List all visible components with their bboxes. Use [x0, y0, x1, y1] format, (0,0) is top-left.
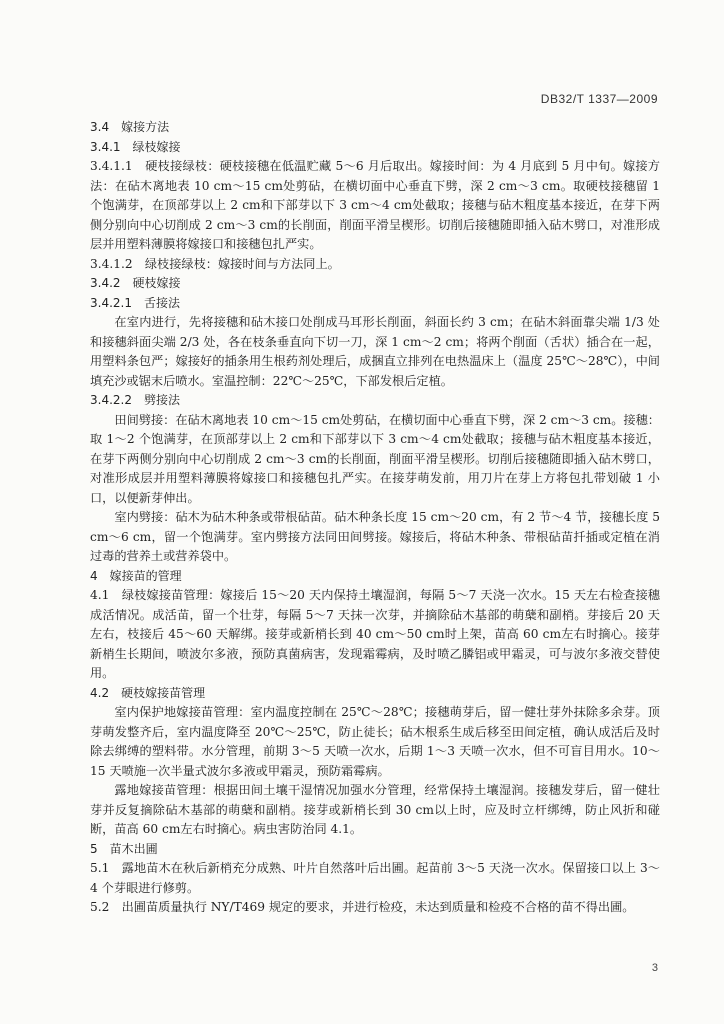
paragraph-tongue-graft: 在室内进行，先将接穗和砧木接口处削成马耳形长削面，斜面长约 3 cm；在砧木斜面靠尖端 1/3 处和接穗斜面尖端 2/3 处，各在枝条垂直向下切一刀，深 1 cm～2 cm；将两个削面（舌状）插合在一起，用塑料条包严；嫁接好的插条用生根药剂处理后，成捆直立排列在电热温床上（温度 25℃～28℃），中间填充沙或锯末后喷水。室温控制：22℃～25℃，下部发根后定植。: [90, 315, 660, 388]
standard-code: DB32/T 1337—2009: [540, 92, 658, 106]
heading-3-4-2-2: 3.4.2.2 劈接法: [90, 393, 180, 407]
heading-3-4-2: 3.4.2 硬枝嫁接: [90, 276, 181, 290]
heading-5: 5 苗木出圃: [90, 841, 158, 856]
heading-4-2: 4.2 硬枝嫁接苗管理: [90, 685, 206, 700]
page-number: 3: [651, 962, 658, 974]
paragraph-5-2: 5.2 出圃苗质量执行 NY/T469 规定的要求，并进行检疫，未达到质量和检疫不合格的苗不得出圃。: [90, 900, 635, 914]
paragraph-4-1: 4.1 绿枝嫁接苗管理：嫁接后 15～20 天内保持土壤湿润，每隔 5～7 天浇一次水。15 天左右检查接穗成活情况。成活苗，留一个壮芽，每隔 5～7 天抹一次芽，并摘除砧木基部的萌蘖和副梢。芽接后 20 天左右，枝接后 45～60 天解绑。接芽或新梢长到 40 cm～50 cm时上架，苗高 60 cm左右时摘心。接芽新梢生长期间，喷波尔多液，预防真菌病害，发现霜霉病，及时喷乙膦铝或甲霜灵，可与波尔多液交替使用。: [90, 588, 660, 680]
paragraph-5-1: 5.1 露地苗木在秋后新梢充分成熟、叶片自然落叶后出圃。起苗前 3～5 天浇一次水。保留接口以上 3～4 个芽眼进行修剪。: [90, 861, 660, 895]
paragraph-3-4-1-1: 3.4.1.1 硬枝接绿枝：硬枝接穗在低温贮藏 5～6 月后取出。嫁接时间：为 4 月底到 5 月中旬。嫁接方法：在砧木离地表 10 cm～15 cm处剪砧，在横切面中心垂直下劈，深 2 cm～3 cm。取硬枝接穗留 1 个饱满芽，在顶部芽以上 2 cm和下部芽以下 3 cm～4 cm处截取；接穗与砧木粗度基本接近，在芽下两侧分别向中心切削成 2 cm～3 cm的长削面，削面平滑呈楔形。切削后接穗随即插入砧木劈口，对准形成层并用塑料薄膜将嫁接口和接穗包扎严实。: [90, 159, 660, 251]
heading-4: 4 嫁接苗的管理: [90, 568, 182, 583]
paragraph-3-4-1-2: 3.4.1.2 绿枝接绿枝：嫁接时间与方法同上。: [90, 256, 340, 271]
paragraph-indoor-management: 室内保护地嫁接苗管理：室内温度控制在 25℃～28℃；接穗萌芽后，留一健壮芽外抹除多余芽。顶芽萌发整齐后，室内温度降至 20℃～25℃，防止徒长；砧木根系生成后移至田间定植，确认成活后及时除去绑缚的塑料带。水分管理，前期 3～5 天喷一次水，后期 1～3 天喷一次水，但不可盲目用水。10～15 天喷施一次半量式波尔多液或甲霜灵，预防霜霉病。: [90, 705, 660, 778]
heading-3-4-1: 3.4.1 绿枝嫁接: [90, 139, 181, 154]
paragraph-indoor-cleft-graft: 室内劈接：砧木为砧木种条或带根砧苗。砧木种条长度 15 cm～20 cm，有 2 节～4 节，接穗长度 5 cm～6 cm，留一个饱满芽。室内劈接方法同田间劈接。嫁接后，将砧木种条、带根砧苗扦插或定植在消过毒的营养土或营养袋中。: [90, 510, 660, 563]
paragraph-open-field-management: 露地嫁接苗管理：根据田间土壤干湿情况加强水分管理，经常保持土壤湿润。接穗发芽后，留一健壮芽并反复摘除砧木基部的萌蘖和副梢。接芽或新梢长到 30 cm以上时，应及时立杆绑缚，防止风折和碰断，苗高 60 cm左右时摘心。病虫害防治同 4.1。: [90, 783, 660, 836]
heading-3-4: 3.4 嫁接方法: [90, 120, 170, 134]
document-body: [90, 118, 660, 918]
heading-3-4-2-1: 3.4.2.1 舌接法: [90, 295, 180, 310]
paragraph-field-cleft-graft: 田间劈接：在砧木离地表 10 cm～15 cm处剪砧，在横切面中心垂直下劈，深 2 cm～3 cm。接穗：取 1～2 个饱满芽，在顶部芽以上 2 cm和下部芽以下 3 cm～4 cm处截取；接穗与砧木粗度基本接近，在芽下两侧分别向中心切削成 2 cm～3 cm的长削面，削面平滑呈楔形。切削后接穗随即插入砧木劈口，对准形成层并用塑料薄膜将嫁接口和接穗包扎严实。在接芽萌发前，用刀片在芽上方将包扎带划破 1 小口，以便新芽伸出。: [90, 412, 660, 505]
